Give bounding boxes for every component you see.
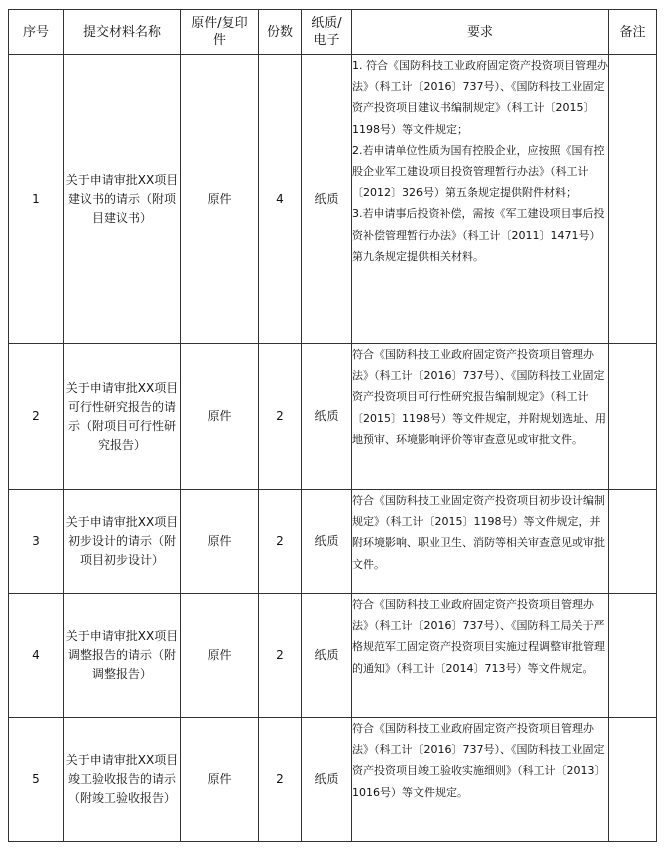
row-requirement — [352, 594, 609, 718]
row-copies: 2 — [259, 344, 302, 490]
table-row — [9, 594, 657, 718]
row-seq: 4 — [9, 594, 64, 718]
row-requirement — [352, 490, 609, 594]
row-remark — [609, 344, 657, 490]
table-row — [9, 344, 657, 490]
row-original: 原件 — [181, 594, 259, 718]
row-material-name: 关于申请审批XX项目可行性研究报告的请示（附项目可行性研究报告） — [64, 344, 181, 490]
row-remark — [609, 490, 657, 594]
table-row — [9, 718, 657, 842]
row-remark — [609, 718, 657, 842]
row-original: 原件 — [181, 490, 259, 594]
row-copies: 2 — [259, 718, 302, 842]
requirement-item: 1. 符合《国防科技工业政府固定资产投资项目管理办法》（科工计〔2016〕737号）、《国防科技工业固定资产投资项目建议书编制规定》（科工计〔2015〕1198号）等文件规定； — [352, 59, 608, 136]
row-material-name: 关于申请审批XX项目建议书的请示（附项目建议书） — [64, 55, 181, 344]
materials-table — [8, 9, 657, 842]
row-seq: 2 — [9, 344, 64, 490]
header-row — [9, 10, 657, 55]
requirement-item: 符合《国防科技工业政府固定资产投资项目管理办法》（科工计〔2016〕737号）、《国防科技工业固定资产投资项目竣工验收实施细则》（科工计〔2013〕1016号）等文件规定。 — [352, 722, 606, 799]
row-copies: 2 — [259, 490, 302, 594]
row-medium: 纸质 — [302, 594, 352, 718]
row-seq: 3 — [9, 490, 64, 594]
row-remark — [609, 55, 657, 344]
row-seq: 1 — [9, 55, 64, 344]
row-copies: 2 — [259, 594, 302, 718]
row-requirement — [352, 344, 609, 490]
header-copies: 份数 — [259, 10, 302, 55]
table-row — [9, 55, 657, 344]
row-material-name: 关于申请审批XX项目竣工验收报告的请示（附竣工验收报告） — [64, 718, 181, 842]
header-requirement: 要求 — [352, 10, 609, 55]
row-requirement — [352, 55, 609, 344]
requirement-item: 符合《国防科技工业固定资产投资项目初步设计编制规定》（科工计〔2015〕1198号）等文件规定，并附环境影响、职业卫生、消防等相关审查意见或审批文件。 — [352, 494, 605, 571]
header-original: 原件/复印件 — [181, 10, 259, 55]
requirement-item: 3.若申请事后投资补偿，需按《军工建设项目事后投资补偿管理暂行办法》（科工计〔2011〕1471号）第九条规定提供相关材料。 — [352, 207, 605, 263]
table-row — [9, 490, 657, 594]
row-medium: 纸质 — [302, 718, 352, 842]
header-seq: 序号 — [9, 10, 64, 55]
row-copies: 4 — [259, 55, 302, 344]
row-medium: 纸质 — [302, 344, 352, 490]
row-original: 原件 — [181, 55, 259, 344]
header-name: 提交材料名称 — [64, 10, 181, 55]
row-remark — [609, 594, 657, 718]
header-remark: 备注 — [609, 10, 657, 55]
requirement-item: 符合《国防科技工业政府固定资产投资项目管理办法》（科工计〔2016〕737号）、《国防科技工业固定资产投资项目可行性研究报告编制规定》（科工计〔2015〕1198号）等文件规定，并附规划选址、用地预审、环境影响评价等审查意见或审批文件。 — [352, 348, 606, 446]
row-material-name: 关于申请审批XX项目调整报告的请示（附调整报告） — [64, 594, 181, 718]
header-medium: 纸质/电子 — [302, 10, 352, 55]
requirement-item: 2.若申请单位性质为国有控股企业，应按照《国有控股企业军工建设项目投资管理暂行办法》（科工计〔2012〕326号）第五条规定提供附件材料； — [352, 143, 605, 200]
row-original: 原件 — [181, 344, 259, 490]
requirement-item: 符合《国防科技工业政府固定资产投资项目管理办法》（科工计〔2016〕737号）、《国防科工局关于严格规范军工固定资产投资项目实施过程调整审批管理的通知》（科工计〔2014〕713号）等文件规定。 — [352, 598, 605, 675]
row-original: 原件 — [181, 718, 259, 842]
row-seq: 5 — [9, 718, 64, 842]
row-requirement — [352, 718, 609, 842]
row-medium: 纸质 — [302, 490, 352, 594]
row-medium: 纸质 — [302, 55, 352, 344]
row-material-name: 关于申请审批XX项目初步设计的请示（附项目初步设计） — [64, 490, 181, 594]
